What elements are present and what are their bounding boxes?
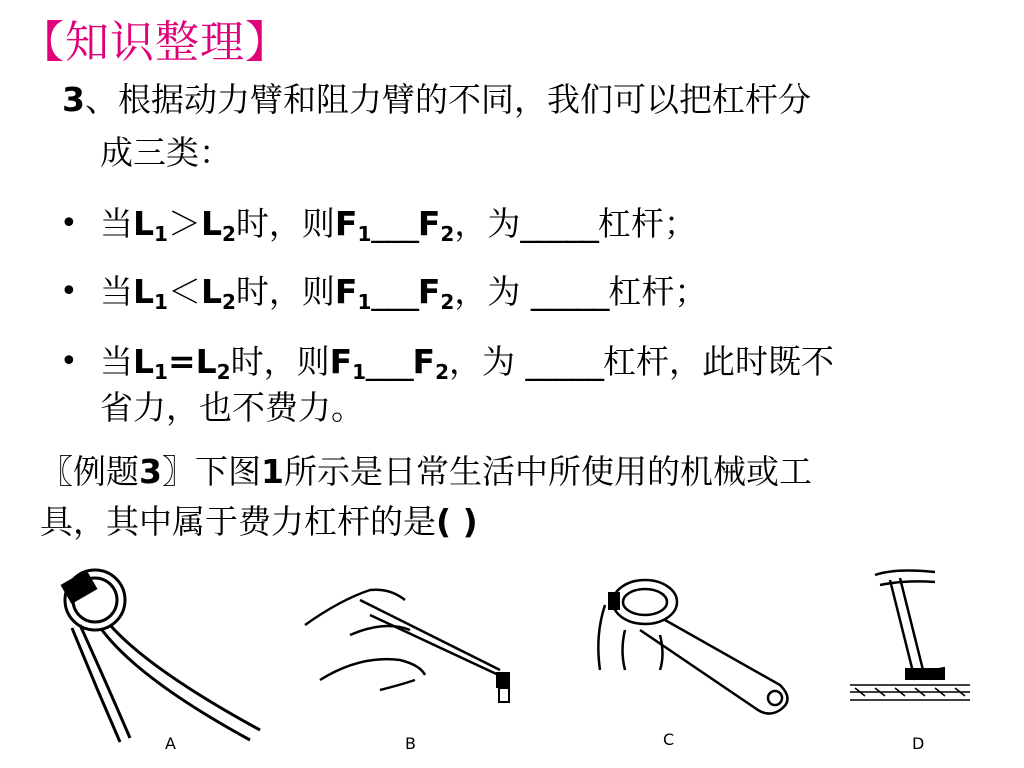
bullet-item-3-continued: 省力，也不费力。 xyxy=(100,388,364,427)
answer-blank: _____ xyxy=(530,272,609,311)
bullet-dot: • xyxy=(60,274,78,309)
intro-line-2: 成三类： xyxy=(100,133,232,172)
figure-label-a: A xyxy=(165,734,176,753)
bullet-dot: • xyxy=(60,206,78,241)
tweezers-icon xyxy=(300,560,530,760)
figure-label-b: B xyxy=(405,734,416,753)
intro-line-1 xyxy=(62,80,811,120)
answer-blank: ___ xyxy=(366,342,413,381)
crowbar-icon xyxy=(845,560,975,760)
bullet-item-1: 当$L_1>L_2$时，则$F_1\_\_\_F_2$，为_____杠杆； xyxy=(100,204,697,246)
page-title: 【知识整理】 xyxy=(20,17,290,68)
bullet-item-3: 当$L_1=L_2$时，则$F_1\_\_\_F_2$，为 _____杠杆，此时既不 xyxy=(100,342,834,384)
answer-blank: _____ xyxy=(520,204,598,243)
figure-label-d: D xyxy=(912,734,925,753)
bullet-dot: • xyxy=(60,344,78,379)
answer-blank: ___ xyxy=(371,272,418,311)
pliers-icon xyxy=(50,560,270,760)
bullet-item-2: 当$L_1<L_2$时，则$F_1\_\_\_F_2$，为 _____杠杆； xyxy=(100,272,708,314)
example-question-line-2: 具，其中属于费力杠杆的是( ) xyxy=(40,502,478,541)
bottle-opener-icon xyxy=(580,560,810,760)
answer-blank: ___ xyxy=(371,204,418,243)
example-question-line-1: 〖例题3〗下图1所示是日常生活中所使用的机械或工 xyxy=(40,452,812,491)
intro-text: 、根据动力臂和阻力臂的不同，我们可以把杠杆分 xyxy=(84,80,811,119)
answer-parentheses: ( ) xyxy=(436,502,478,541)
answer-blank: _____ xyxy=(525,342,603,381)
figure-label-c: C xyxy=(663,730,675,749)
intro-number: 3 xyxy=(62,80,85,119)
